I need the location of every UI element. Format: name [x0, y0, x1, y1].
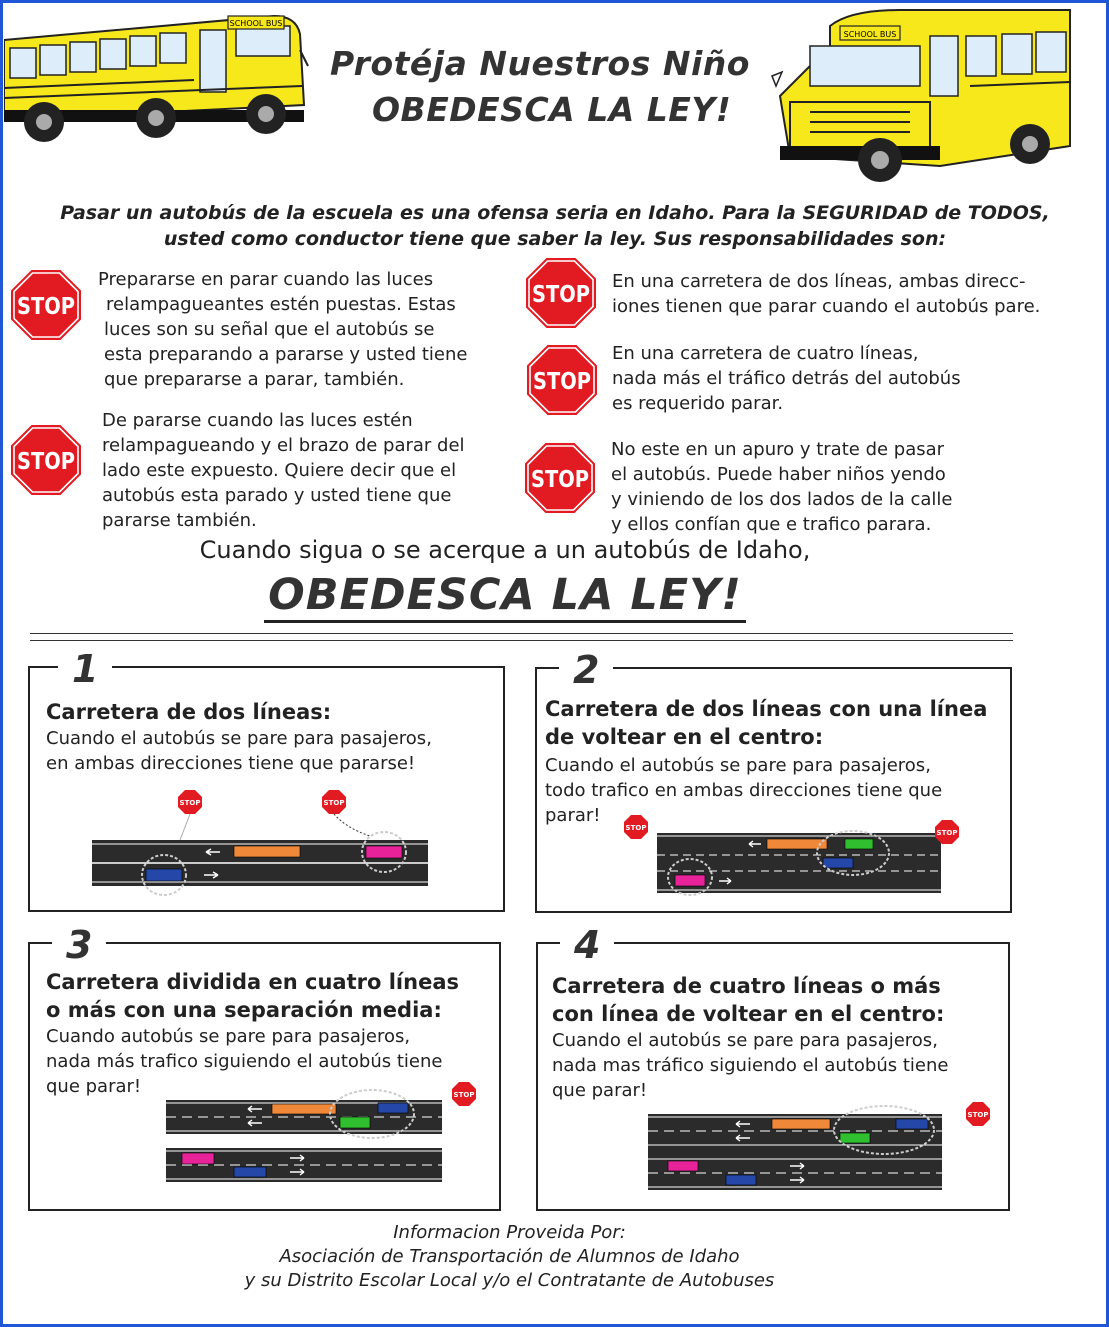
panel-text: Cuando el autobús se pare para pasajeros, en ambas direcciones tiene que pararse! — [46, 728, 432, 774]
panel-text: Cuando el autobús se pare para pasajeros, nada mas tráfico siguiendo el autobús tiene que parar! — [552, 1030, 949, 1101]
obey-law-heading: OBEDESCA LA LEY! — [0, 570, 1010, 620]
intro-text — [20, 200, 1090, 252]
panel-two-lane — [28, 647, 505, 912]
two-lane-center-turn-diagram — [623, 815, 973, 905]
intro-line: usted como conductor tiene que saber la ley. Sus responsabilidades son: — [163, 228, 947, 250]
svg-text:STOP: STOP — [179, 799, 201, 807]
svg-text:STOP: STOP — [936, 829, 958, 837]
bus-sign-right: SCHOOL BUS — [843, 30, 897, 39]
bus-sign-left: SCHOOL BUS — [229, 19, 283, 28]
rule-four-lane: En una carretera de cuatro líneas, nada más el tráfico detrás del autobús es requerido parar. — [612, 343, 961, 414]
footer-district: y su Distrito Escolar Local y/o el Contratante de Autobuses — [244, 1270, 775, 1291]
stop-sign-icon — [11, 270, 81, 340]
divider — [30, 633, 1013, 634]
divided-four-lane-diagram — [162, 1078, 492, 1198]
rule-two-lane: En una carretera de dos líneas, ambas direcc- iones tienen que parar cuando el autobús pare. — [612, 271, 1041, 317]
svg-text:STOP: STOP — [967, 1111, 989, 1119]
stop-sign-icon — [11, 425, 81, 495]
panel-divided-four-lane — [28, 923, 501, 1211]
panel-number: 1 — [58, 650, 112, 688]
panel-heading: Carretera de cuatro líneas o más con línea de voltear en el centro: — [552, 974, 945, 1026]
page-title: Protéja Nuestros Niño — [330, 44, 750, 83]
footer-association: Asociación de Transportación de Alumnos de Idaho — [279, 1246, 740, 1267]
panel-heading: Carretera dividida en cuatro líneas o más con una separación media: — [46, 970, 459, 1022]
four-lane-center-turn-diagram — [644, 1100, 1006, 1200]
svg-text:STOP: STOP — [533, 369, 591, 395]
school-bus-side-illustration — [4, 10, 310, 145]
two-lane-road-diagram — [86, 788, 446, 898]
svg-text:STOP: STOP — [625, 824, 647, 832]
stop-sign-icon — [525, 443, 595, 513]
approach-bus-text: Cuando sigua o se acerque a un autobús de Idaho, — [199, 536, 811, 564]
stop-sign-icon — [526, 258, 596, 328]
rule-stop-when-flashing: De pararse cuando las luces estén relampagueando y el brazo de parar del lado este expuesto. Quiere decir que el autobús esta parado y usted tiene que pararse también. — [102, 410, 465, 531]
rule-no-hurry: No este en un apuro y trate de pasar el autobús. Puede haber niños yendo y viniendo de los dos lados de la calle y ellos confían que e trafico parara. — [611, 439, 953, 535]
svg-text:STOP: STOP — [323, 799, 345, 807]
svg-text:STOP: STOP — [531, 467, 589, 493]
panel-number: 3 — [52, 926, 106, 964]
panel-four-lane-center-turn — [536, 923, 1010, 1211]
panel-text: Cuando el autobús se pare para pasajeros, todo trafico en ambas direcciones tiene que parar! — [545, 755, 943, 826]
footer-provided-by: Informacion Proveida Por: — [393, 1222, 626, 1243]
panel-heading: Carretera de dos líneas: — [46, 700, 332, 724]
panel-text: Cuando autobús se pare para pasajeros, nada más trafico siguiendo el autobús tiene que parar! — [46, 1026, 443, 1097]
divider — [30, 640, 1013, 641]
panel-number: 4 — [560, 926, 614, 964]
svg-text:STOP: STOP — [17, 449, 75, 475]
page-subtitle: OBEDESCA LA LEY! — [372, 90, 732, 129]
panel-heading: Carretera de dos líneas con una línea de voltear en el centro: — [545, 697, 988, 749]
intro-line: Pasar un autobús de la escuela es una ofensa seria en Idaho. Para la SEGURIDAD de TODOS, — [60, 202, 1050, 224]
school-bus-front-illustration — [770, 6, 1076, 186]
svg-text:STOP: STOP — [453, 1091, 475, 1099]
panel-number: 2 — [559, 651, 613, 689]
svg-text:STOP: STOP — [532, 282, 590, 308]
svg-text:STOP: STOP — [17, 294, 75, 320]
panel-two-lane-center-turn — [535, 648, 1012, 913]
stop-sign-icon — [527, 345, 597, 415]
rule-prepare-to-stop: Prepararse en parar cuando las luces relampagueantes estén puestas. Estas luces son su señal que el autobús se esta preparando a pararse y usted tiene que prepararse a parar, también. — [98, 269, 468, 390]
